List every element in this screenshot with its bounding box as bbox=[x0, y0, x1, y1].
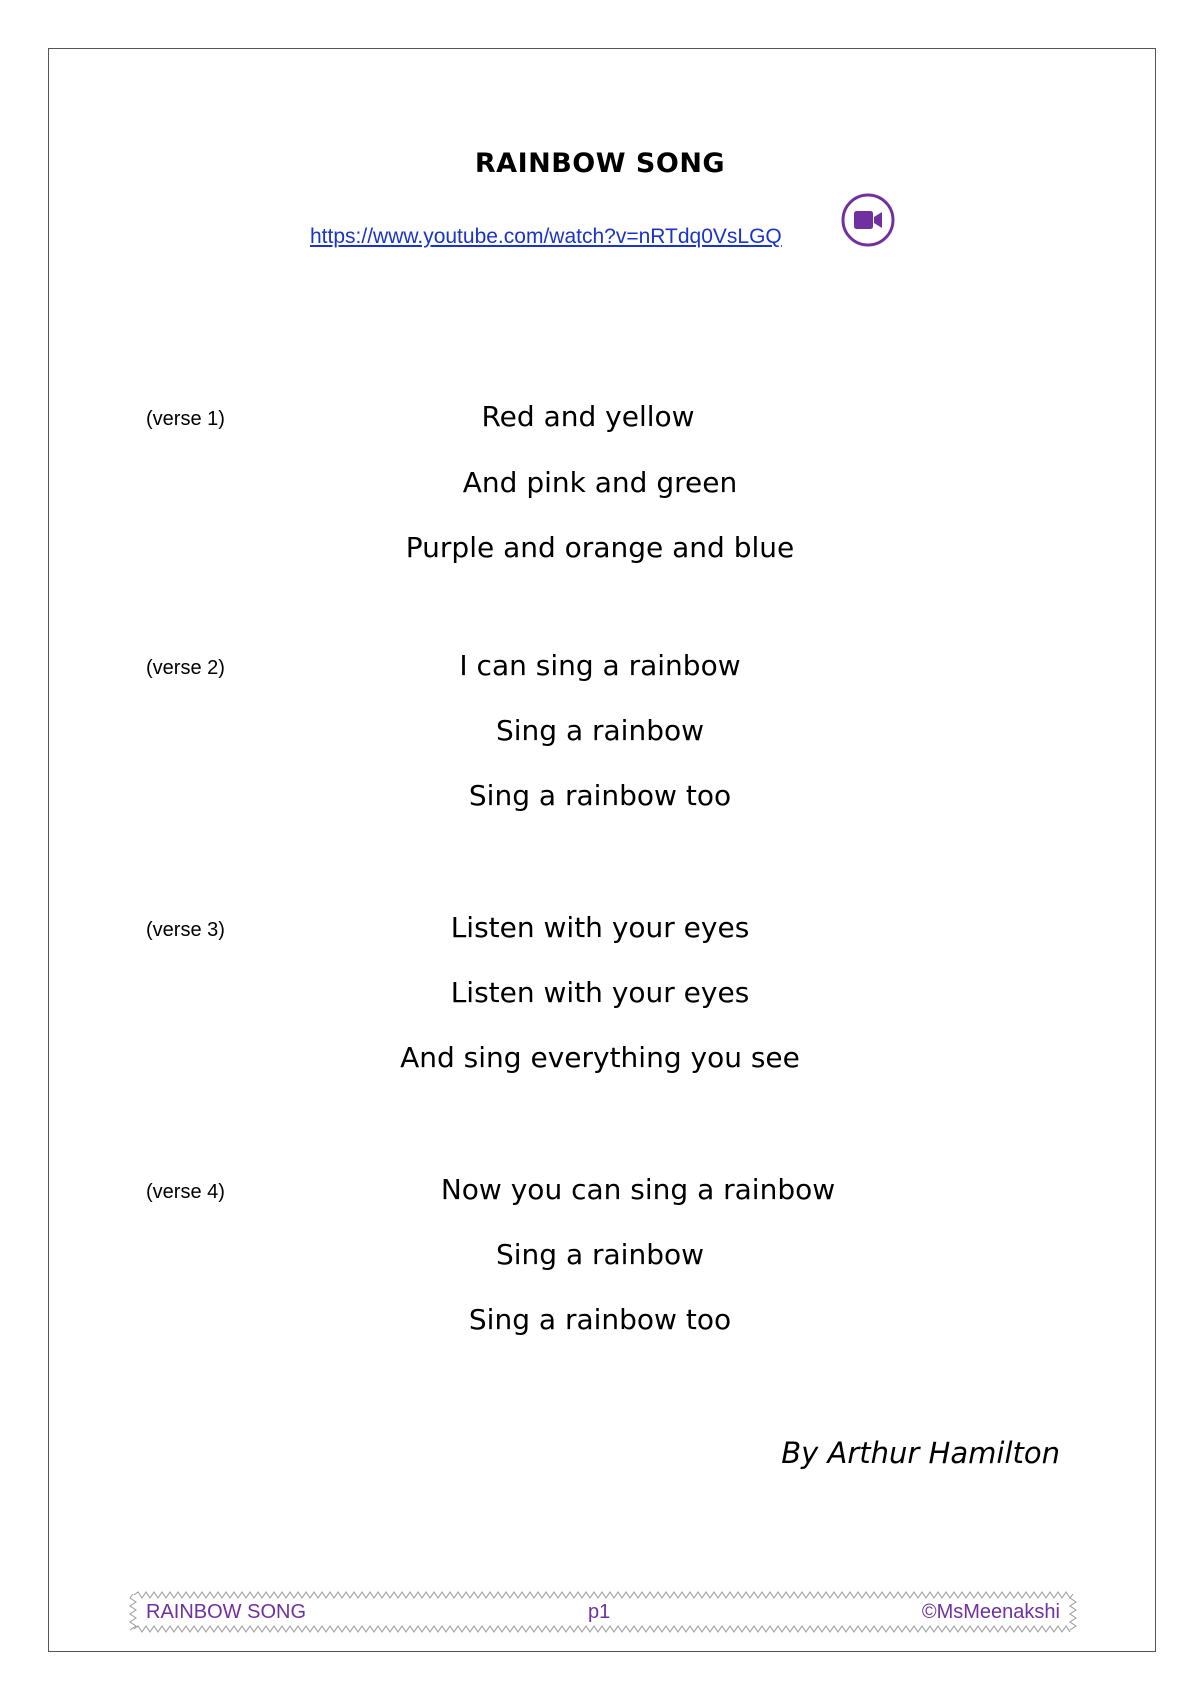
lyric-line: Sing a rainbow bbox=[495, 1238, 705, 1271]
lyric-line: And sing everything you see bbox=[400, 1041, 800, 1074]
youtube-link[interactable]: https://www.youtube.com/watch?v=nRTdq0VsLGQ bbox=[310, 225, 782, 248]
lyric-line: Sing a rainbow bbox=[495, 714, 705, 747]
lyric-line: Purple and orange and blue bbox=[405, 531, 795, 564]
copyright: ©MsMeenakshi bbox=[921, 1601, 1060, 1623]
lyric-line: Red and yellow bbox=[481, 400, 695, 433]
verse-label: (verse 4) bbox=[146, 1181, 225, 1203]
verse-label: (verse 3) bbox=[146, 919, 225, 941]
lyric-line: Sing a rainbow too bbox=[468, 1303, 732, 1336]
lyric-line: I can sing a rainbow bbox=[459, 649, 741, 682]
page-footer bbox=[128, 1590, 1078, 1634]
verse-label: (verse 1) bbox=[146, 408, 225, 430]
page-title: RAINBOW SONG bbox=[474, 148, 726, 179]
lyric-line: Listen with your eyes bbox=[450, 976, 750, 1009]
page-border bbox=[48, 48, 1156, 1652]
verse-label: (verse 2) bbox=[146, 657, 225, 679]
lyric-line: And pink and green bbox=[462, 466, 738, 499]
lyric-line: Sing a rainbow too bbox=[468, 779, 732, 812]
video-camera-icon[interactable] bbox=[840, 192, 896, 248]
footer-title: RAINBOW SONG bbox=[146, 1601, 307, 1623]
lyric-line: Listen with your eyes bbox=[450, 911, 750, 944]
page-number: p1 bbox=[588, 1601, 611, 1623]
author-credit: By Arthur Hamilton bbox=[781, 1436, 1060, 1470]
lyric-line: Now you can sing a rainbow bbox=[440, 1173, 836, 1206]
